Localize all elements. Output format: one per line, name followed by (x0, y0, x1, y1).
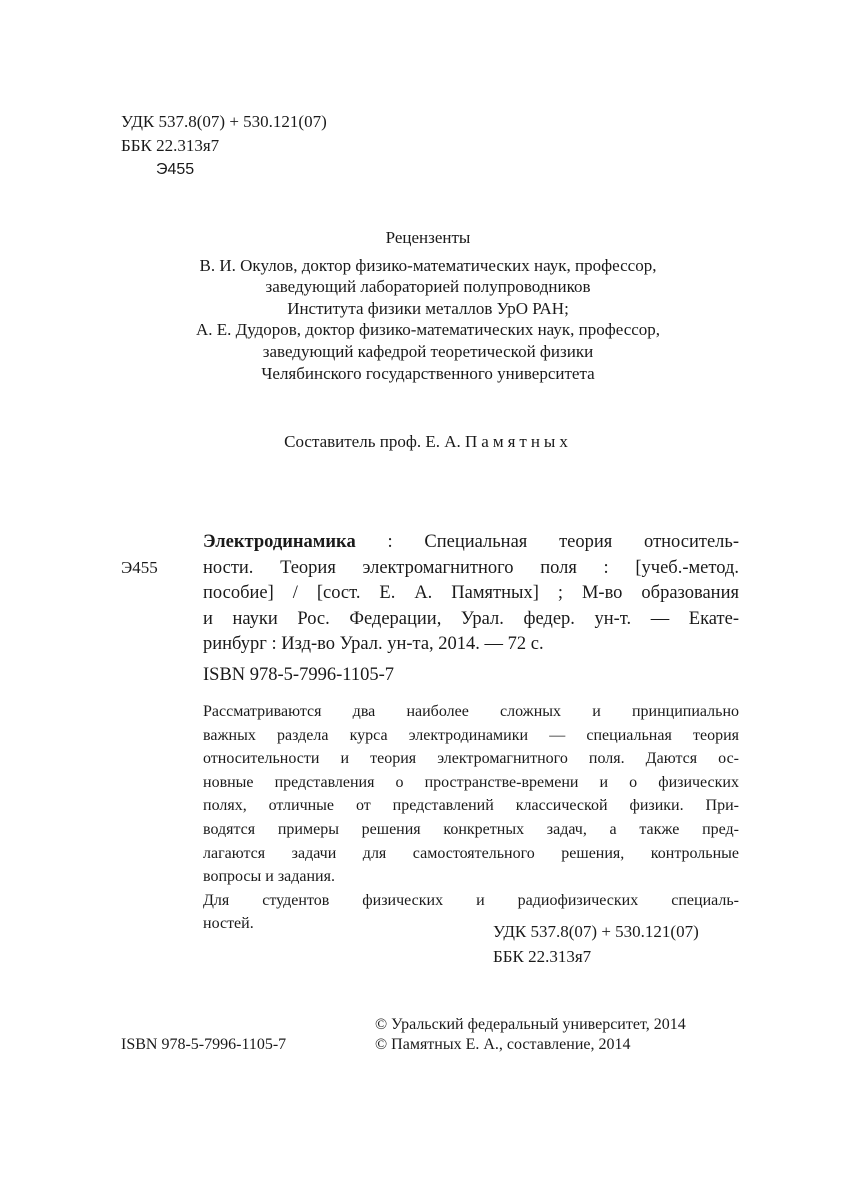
copyright-compiler: © Памятных Е. А., составление, 2014 (375, 1036, 631, 1053)
audience-line: Для студентов физических и радиофизических специаль- (203, 891, 739, 909)
reviewers-heading: Рецензенты (385, 228, 471, 247)
reviewer-line: В. И. Окулов, доктор физико-математических наук, профессор, (199, 255, 657, 275)
udk-top: УДК 537.8(07) + 530.121(07) (121, 112, 327, 131)
abstract-line: лагаются задачи для самостоятельного решения, контрольные (203, 844, 739, 862)
reviewers-block (100, 227, 756, 384)
abstract-block (203, 700, 739, 936)
bbk-bottom: ББК 22.313я7 (493, 947, 592, 966)
reviewer-line: Института физики металлов УрО РАН; (287, 298, 569, 318)
isbn-main: ISBN 978-5-7996-1105-7 (203, 665, 394, 685)
bib-line-text: : Специальная теория относитель- (355, 532, 739, 552)
reviewer-line: Челябинского государственного университета (261, 363, 595, 383)
abstract-line: водятся примеры решения конкретных задач, а также пред- (203, 820, 739, 838)
udk-bottom: УДК 537.8(07) + 530.121(07) (493, 922, 699, 941)
bibliographic-record (203, 530, 739, 658)
abstract-line: важных раздела курса электродинамики — специальная теория (203, 726, 739, 744)
author-code-top: Э455 (156, 161, 195, 178)
book-title: Электродинамика (203, 532, 356, 552)
compiler-line (100, 430, 756, 454)
reviewer-line: заведующий кафедрой теоретической физики (262, 341, 594, 361)
abstract-line: Рассматриваются два наиболее сложных и принципиально (203, 703, 739, 720)
bibliographic-code: Э455 (121, 558, 158, 577)
abstract-line: относительности и теория электромагнитного поля. Даются ос- (203, 750, 739, 768)
bib-line: пособие] / [сост. Е. А. Памятных] ; М-во образования (203, 583, 739, 604)
reviewer-line: А. Е. Дудоров, доктор физико-математических наук, профессор, (195, 320, 661, 340)
copyright-university: © Уральский федеральный университет, 2014 (375, 1016, 686, 1033)
isbn-bottom: ISBN 978-5-7996-1105-7 (121, 1036, 287, 1053)
abstract-line: новные представления о пространстве-времени и о физических (203, 773, 739, 791)
bib-line: и науки Рос. Федерации, Урал. федер. ун-т. — Екате- (203, 608, 739, 629)
reviewer-line: заведующий лабораторией полупроводников (265, 277, 591, 297)
compiler-prefix: Составитель проф. Е. А. (284, 432, 461, 451)
bib-line (203, 530, 739, 556)
audience-line: ностей. (203, 915, 254, 933)
compiler-name: Памятных (465, 432, 572, 451)
abstract-line: вопросы и задания. (203, 868, 335, 886)
bib-line: ности. Теория электромагнитного поля : [учеб.-метод. (203, 557, 739, 578)
bib-line: ринбург : Изд-во Урал. ун-та, 2014. — 72 с. (203, 634, 544, 655)
bbk-top: ББК 22.313я7 (121, 136, 220, 155)
abstract-line: полях, отличные от представлений классической физики. При- (203, 797, 739, 815)
